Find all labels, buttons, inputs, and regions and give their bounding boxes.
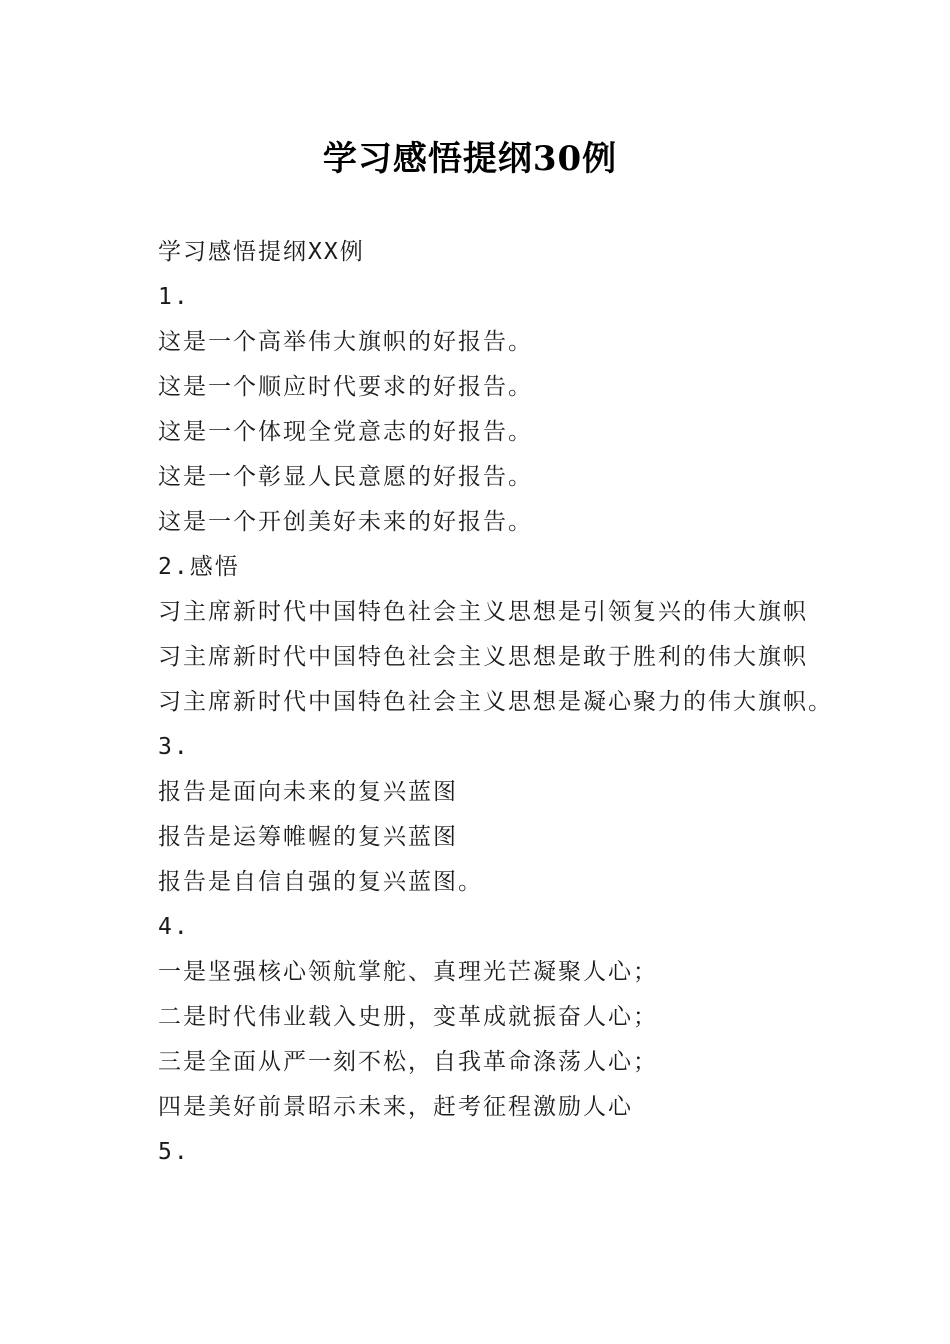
document-body: [158, 230, 918, 1175]
section-number-5: 5.: [158, 1139, 190, 1165]
text-line: 这是一个体现全党意志的好报告。: [158, 419, 533, 445]
section-number-3: 3.: [158, 734, 190, 760]
subtitle-line: 学习感悟提纲XX例: [158, 239, 365, 265]
text-line: 一是坚强核心领航掌舵、真理光芒凝聚人心；: [158, 959, 658, 985]
section-number-1: 1.: [158, 284, 190, 310]
document-title: 学习感悟提纲30例: [322, 139, 618, 179]
text-line: 这是一个彰显人民意愿的好报告。: [158, 464, 533, 490]
text-line: 习主席新时代中国特色社会主义思想是引领复兴的伟大旗帜: [158, 599, 808, 625]
text-line: 习主席新时代中国特色社会主义思想是凝心聚力的伟大旗帜。: [158, 689, 833, 715]
text-line: 二是时代伟业载入史册，变革成就振奋人心；: [158, 1004, 658, 1030]
text-line: 这是一个顺应时代要求的好报告。: [158, 374, 533, 400]
text-line: 习主席新时代中国特色社会主义思想是敢于胜利的伟大旗帜: [158, 644, 808, 670]
section-number-4: 4.: [158, 914, 190, 940]
text-line: 报告是面向未来的复兴蓝图: [158, 779, 458, 805]
section-number-2: 2.感悟: [158, 554, 240, 580]
text-line: 报告是自信自强的复兴蓝图。: [158, 869, 483, 895]
text-line: 这是一个开创美好未来的好报告。: [158, 509, 533, 535]
text-line: 报告是运筹帷幄的复兴蓝图: [158, 824, 458, 850]
text-line: 三是全面从严一刻不松，自我革命涤荡人心；: [158, 1049, 658, 1075]
text-line: 这是一个高举伟大旗帜的好报告。: [158, 329, 533, 355]
text-line: 四是美好前景昭示未来，赶考征程激励人心: [158, 1094, 633, 1120]
